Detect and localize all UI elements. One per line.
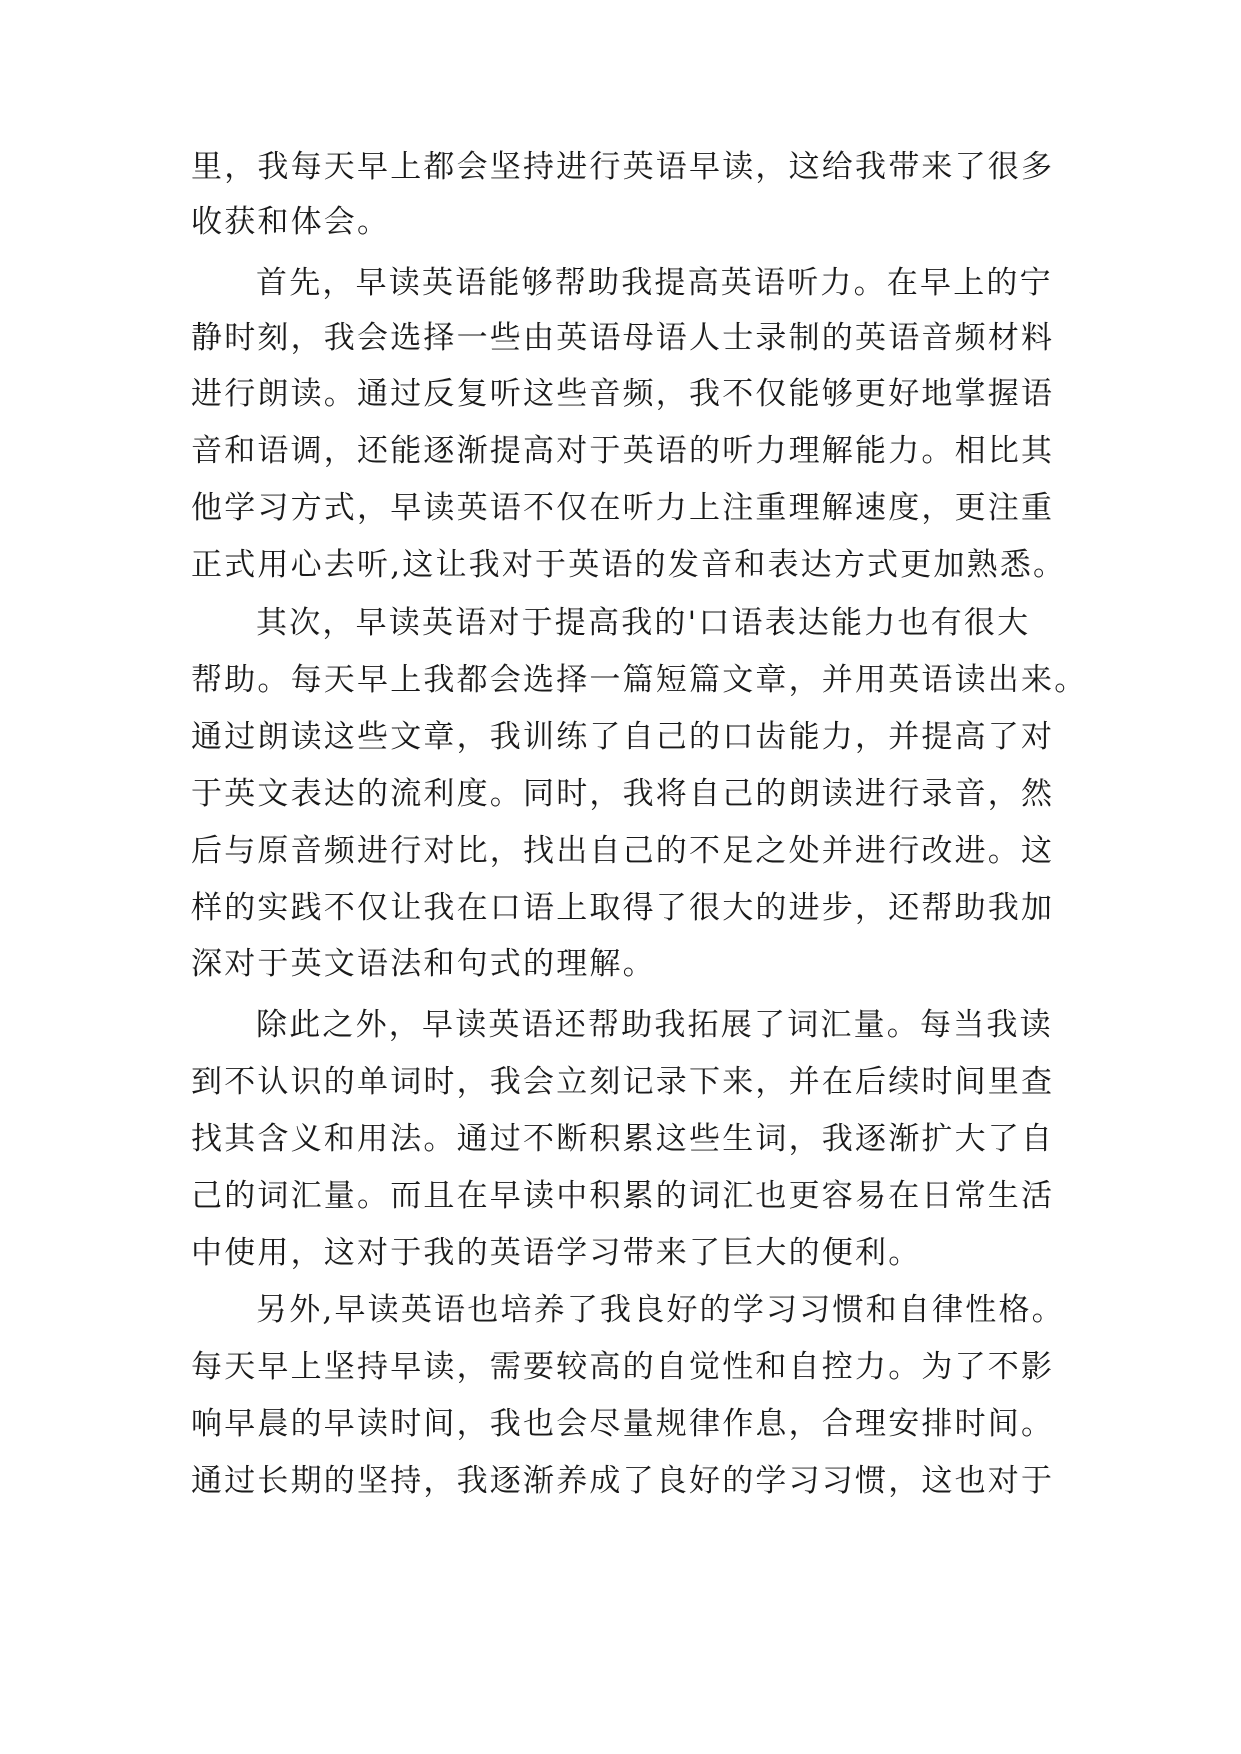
text-line: 己的词汇量。而且在早读中积累的词汇也更容易在日常生活 <box>191 1178 1055 1214</box>
paragraph-first-line: 另外,早读英语也培养了我良好的学习习惯和自律性格。 <box>256 1292 1065 1328</box>
text-line: 进行朗读。通过反复听这些音频，我不仅能够更好地掌握语 <box>191 376 1055 412</box>
paragraph-first-line: 其次，早读英语对于提高我的'口语表达能力也有很大 <box>256 605 1031 641</box>
text-line: 找其含义和用法。通过不断积累这些生词，我逐渐扩大了自 <box>191 1121 1055 1157</box>
text-line: 到不认识的单词时，我会立刻记录下来，并在后续时间里查 <box>191 1064 1055 1100</box>
text-line: 音和语调，还能逐渐提高对于英语的听力理解能力。相比其 <box>191 433 1055 469</box>
text-line: 帮助。每天早上我都会选择一篇短篇文章，并用英语读出来。 <box>191 662 1088 698</box>
text-line: 正式用心去听,这让我对于英语的发音和表达方式更加熟悉。 <box>191 547 1067 583</box>
text-line: 每天早上坚持早读，需要较高的自觉性和自控力。为了不影 <box>191 1349 1055 1385</box>
text-line: 于英文表达的流利度。同时，我将自己的朗读进行录音，然 <box>191 776 1055 812</box>
paragraph-first-line: 除此之外，早读英语还帮助我拓展了词汇量。每当我读 <box>256 1007 1053 1043</box>
text-line: 通过朗读这些文章，我训练了自己的口齿能力，并提高了对 <box>191 719 1055 755</box>
text-line: 后与原音频进行对比，找出自己的不足之处并进行改进。这 <box>191 833 1055 869</box>
text-line: 静时刻，我会选择一些由英语母语人士录制的英语音频材料 <box>191 320 1055 356</box>
paragraph-first-line: 首先，早读英语能够帮助我提高英语听力。在早上的宁 <box>256 265 1053 301</box>
text-line: 深对于英文语法和句式的理解。 <box>191 946 656 982</box>
text-line: 通过长期的坚持，我逐渐养成了良好的学习习惯，这也对于 <box>191 1463 1055 1499</box>
text-line: 他学习方式，早读英语不仅在听力上注重理解速度，更注重 <box>191 490 1055 526</box>
text-line: 里，我每天早上都会坚持进行英语早读，这给我带来了很多 <box>191 149 1055 185</box>
text-line: 响早晨的早读时间，我也会尽量规律作息，合理安排时间。 <box>191 1406 1055 1442</box>
text-line: 收获和体会。 <box>191 204 391 240</box>
text-line: 中使用，这对于我的英语学习带来了巨大的便利。 <box>191 1235 922 1271</box>
text-line: 样的实践不仅让我在口语上取得了很大的进步，还帮助我加 <box>191 890 1055 926</box>
